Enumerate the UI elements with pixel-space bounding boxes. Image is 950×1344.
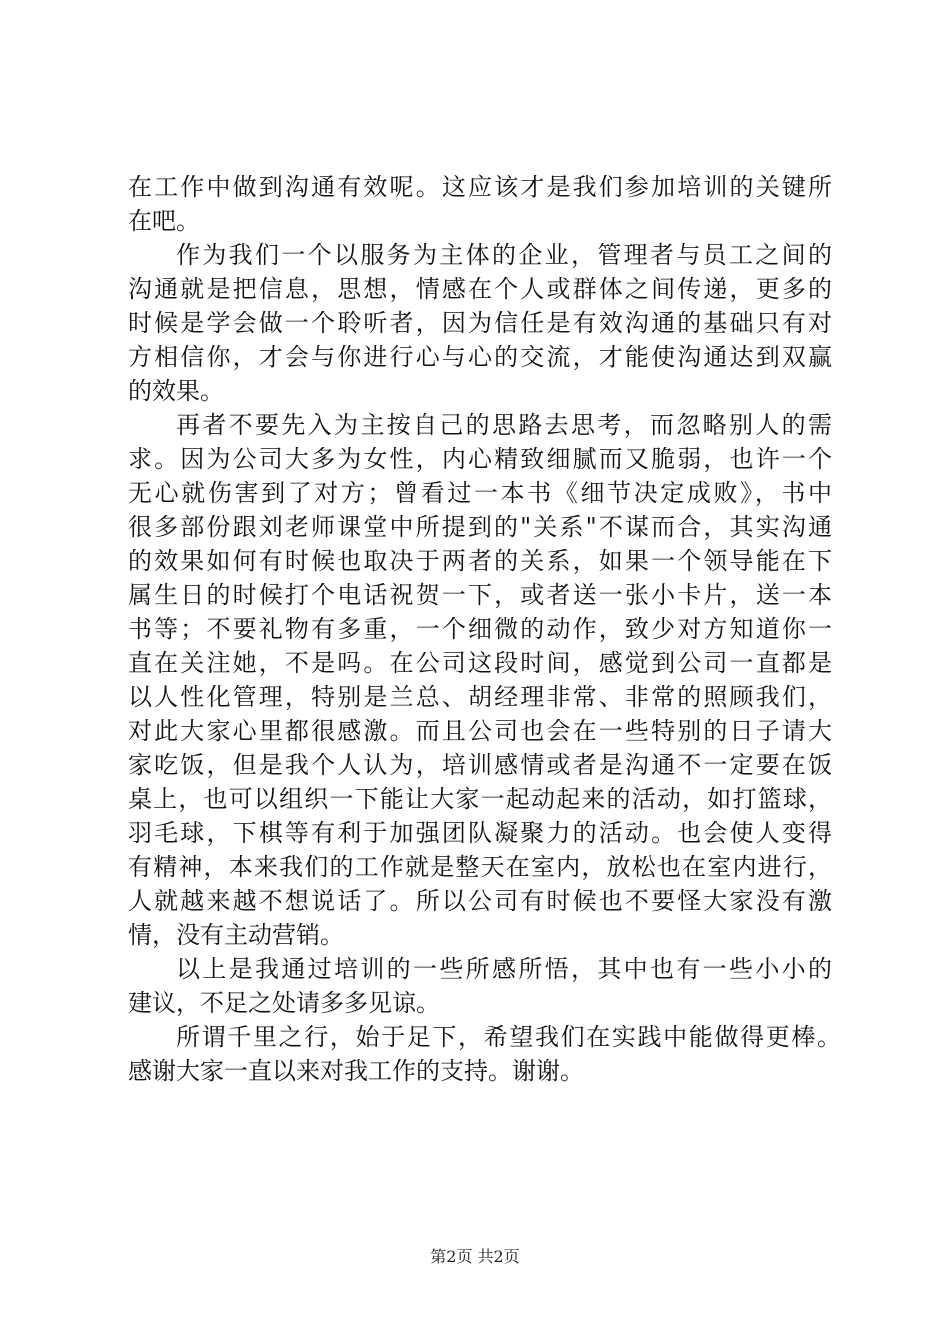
text-line: 很多部份跟刘老师课堂中所提到的"关系"不谋而合，其实沟通 [128,513,832,541]
paragraph-first-line: 再者不要先入为主按自己的思路去思考，而忽略别人的需 [176,411,832,439]
text-line: 人就越来越不想说话了。所以公司有时候也不要怪大家没有激 [128,887,832,915]
text-line: 在工作中做到沟通有效呢。这应该才是我们参加培训的关键所 [128,173,832,201]
paragraph-first-line: 所谓千里之行，始于足下，希望我们在实践中能做得更棒。 [176,1023,841,1051]
text-line: 的效果。 [128,377,224,405]
page-number-footer: 第2页 共2页 [430,1247,520,1266]
text-line: 无心就伤害到了对方；曾看过一本书《细节决定成败》，书中 [128,479,832,507]
text-line: 时候是学会做一个聆听者，因为信任是有效沟通的基础只有对 [128,309,832,337]
text-line: 的效果如何有时候也取决于两者的关系，如果一个领导能在下 [128,547,832,575]
text-line: 有精神，本来我们的工作就是整天在室内，放松也在室内进行， [128,853,832,881]
text-line: 以人性化管理，特别是兰总、胡经理非常、非常的照顾我们， [128,683,832,711]
text-line: 家吃饭，但是我个人认为，培训感情或者是沟通不一定要在饭 [128,751,832,779]
paragraph-first-line: 以上是我通过培训的一些所感所悟，其中也有一些小小的 [176,955,832,983]
text-line: 直在关注她，不是吗。在公司这段时间，感觉到公司一直都是 [128,649,832,677]
paragraph-first-line: 作为我们一个以服务为主体的企业，管理者与员工之间的 [176,241,832,269]
text-line: 桌上，也可以组织一下能让大家一起动起来的活动，如打篮球， [128,785,832,813]
text-line: 求。因为公司大多为女性，内心精致细腻而又脆弱，也许一个 [128,445,832,473]
text-line: 方相信你，才会与你进行心与心的交流，才能使沟通达到双赢 [128,343,832,371]
text-line: 羽毛球，下棋等有利于加强团队凝聚力的活动。也会使人变得 [128,819,832,847]
text-line: 情，没有主动营销。 [128,921,344,949]
text-line: 书等；不要礼物有多重，一个细微的动作，致少对方知道你一 [128,615,832,643]
text-line: 属生日的时候打个电话祝贺一下，或者送一张小卡片，送一本 [128,581,832,609]
text-line: 对此大家心里都很感激。而且公司也会在一些特别的日子请大 [128,717,832,745]
text-line: 感谢大家一直以来对我工作的支持。谢谢。 [128,1057,584,1085]
text-line: 沟通就是把信息，思想，情感在个人或群体之间传递，更多的 [128,275,832,303]
text-line: 建议，不足之处请多多见谅。 [128,989,440,1017]
text-line: 在吧。 [128,207,200,235]
